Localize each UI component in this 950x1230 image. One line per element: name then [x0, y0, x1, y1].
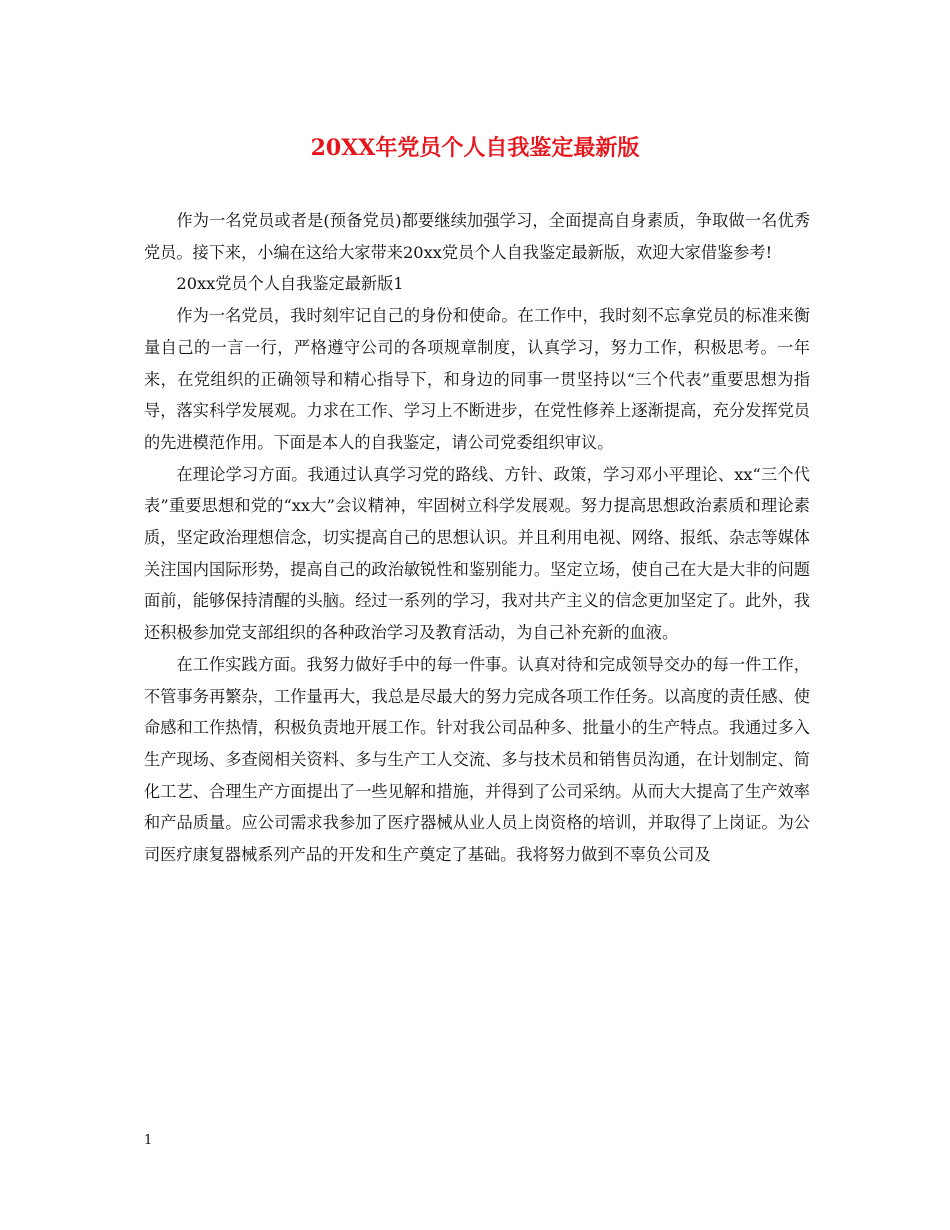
intro-paragraph: 作为一名党员或者是(预备党员)都要继续加强学习，全面提高自身素质，争取做一名优秀党员。接下来，小编在这给大家带来20xx党员个人自我鉴定最新版，欢迎大家借鉴参考! — [144, 211, 810, 262]
body-paragraph: 在理论学习方面。我通过认真学习党的路线、方针、政策，学习邓小平理论、xx“三个代表”重要思想和党的“xx大”会议精神，牢固树立科学发展观。努力提高思想政治素质和理论素质，坚定政治理想信念，切实提高自己的思想认识。并且利用电视、网络、报纸、杂志等媒体关注国内国际形势，提高自己的政治敏锐性和鉴别能力。坚定立场，使自己在大是大非的问题面前，能够保持清醒的头脑。经过一系列的学习，我对共产主义的信念更加坚定了。此外，我还积极参加党支部组织的各种政治学习及教育活动，为自己补充新的血液。 — [144, 464, 810, 643]
document-body — [144, 205, 810, 871]
body-paragraph: 在工作实践方面。我努力做好手中的每一件事。认真对待和完成领导交办的每一件工作，不管事务再繁杂，工作量再大，我总是尽最大的努力完成各项工作任务。以高度的责任感、使命感和工作热情，积极负责地开展工作。针对我公司品种多、批量小的生产特点。我通过多入生产现场、多查阅相关资料、多与生产工人交流、多与技术员和销售员沟通，在计划制定、简化工艺、合理生产方面提出了一些见解和措施，并得到了公司采纳。从而大大提高了生产效率和产品质量。应公司需求我参加了医疗器械从业人员上岗资格的培训，并取得了上岗证。为公司医疗康复器械系列产品的开发和生产奠定了基础。我将努力做到不辜负公司及 — [144, 654, 810, 865]
section-heading: 20xx党员个人自我鉴定最新版1 — [176, 274, 404, 294]
page-number: 1 — [144, 1133, 153, 1148]
document-title: 20XX年党员个人自我鉴定最新版 — [310, 135, 640, 161]
body-paragraph: 作为一名党员，我时刻牢记自己的身份和使命。在工作中，我时刻不忘拿党员的标准来衡量自己的一言一行，严格遵守公司的各项规章制度，认真学习，努力工作，积极思考。一年来，在党组织的正确领导和精心指导下，和身边的同事一贯坚持以“三个代表”重要思想为指导，落实科学发展观。力求在工作、学习上不断进步，在党性修养上逐渐提高，充分发挥党员的先进模范作用。下面是本人的自我鉴定，请公司党委组织审议。 — [144, 306, 810, 452]
